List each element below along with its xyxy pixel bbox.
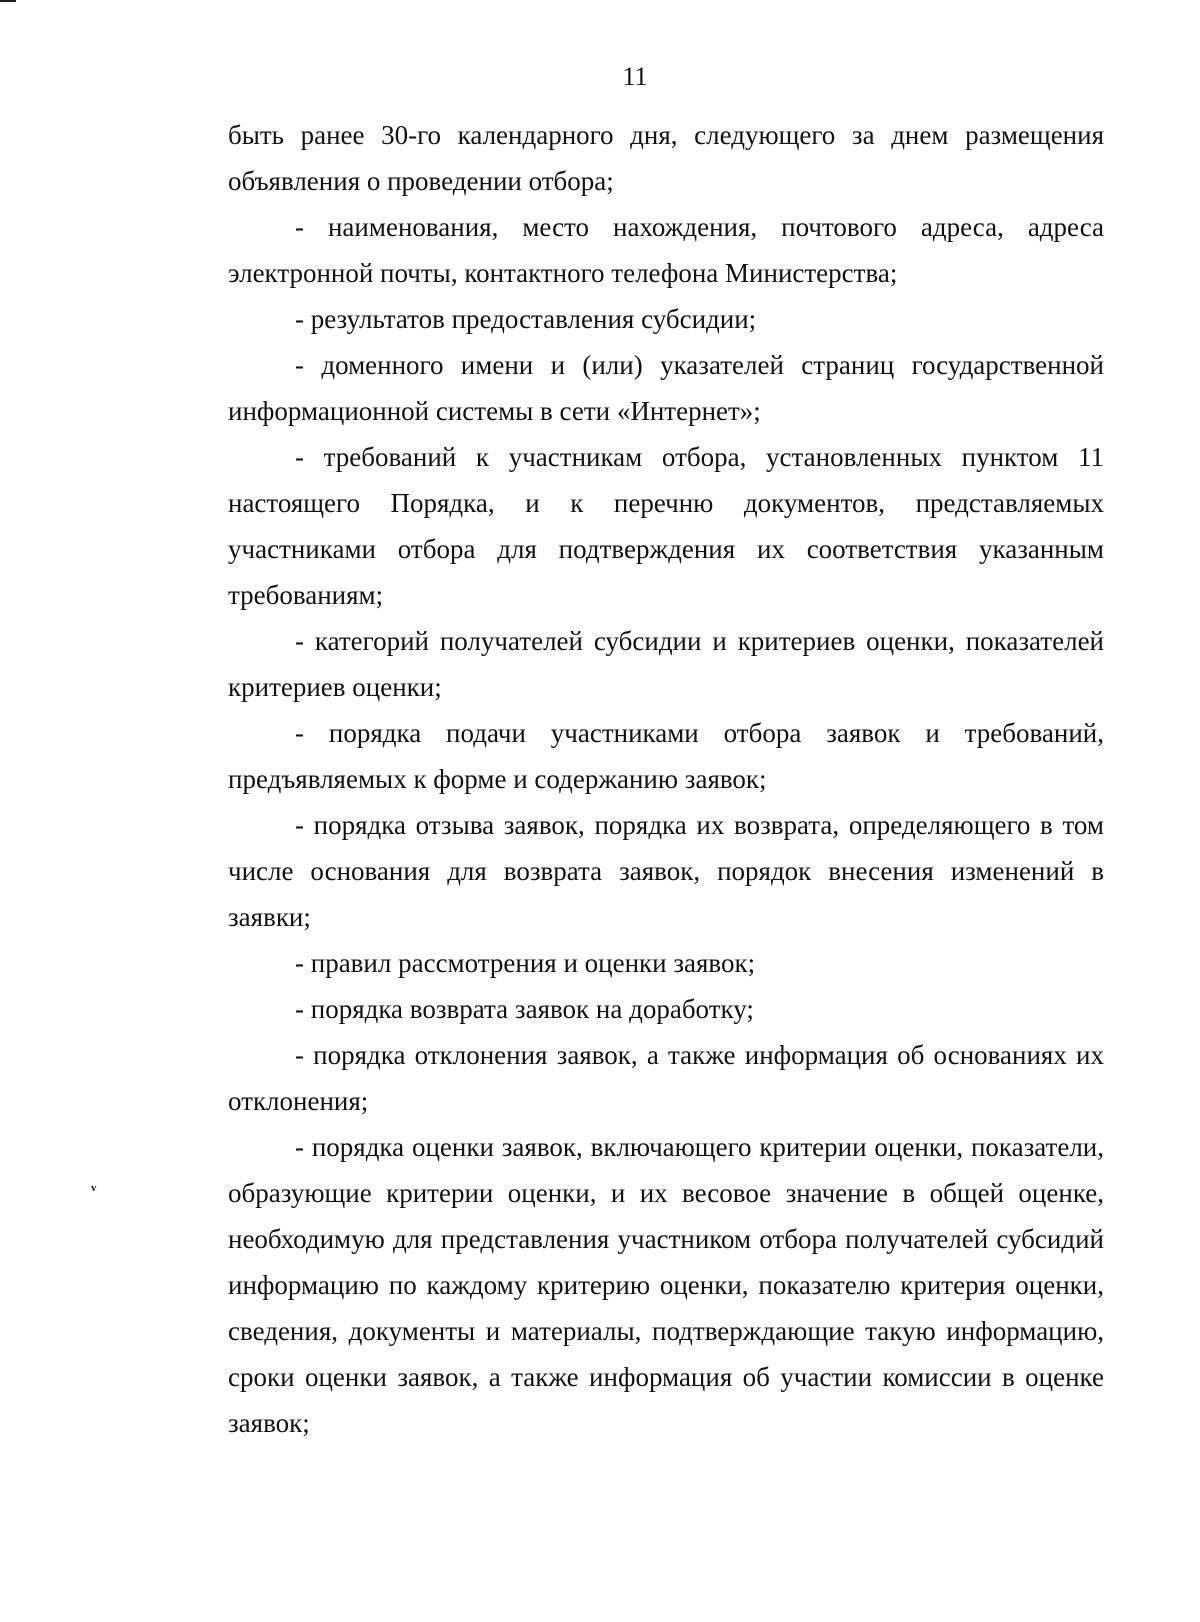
list-item: - порядка возврата заявок на доработку; [295, 994, 754, 1024]
list-item: - правил рассмотрения и оценки заявок; [295, 948, 756, 978]
list-item: - порядка оценки заявок, включающего критерии оценки, показатели, образующие критерии оценки, и их весовое значение в общей оценке, необходимую для представления участником отбора получателей субсидий информацию по каждому критерию оценки, показателю критерия оценки, сведения, документы и материалы, подтверждающие такую информацию, сроки оценки заявок, а также информация об участии комиссии в оценке заявок; [228, 1132, 1104, 1438]
page-number: 11 [622, 62, 648, 91]
list-item: - порядка отклонения заявок, а также информация об основаниях их отклонения; [228, 1040, 1104, 1116]
scan-edge-mark [0, 0, 16, 2]
margin-mark: ᵛ [91, 1180, 97, 1200]
list-item: - порядка подачи участниками отбора заявок и требований, предъявляемых к форме и содержанию заявок; [228, 718, 1104, 794]
list-item: - доменного имени и (или) указателей страниц государственной информационной системы в сети «Интернет»; [228, 350, 1104, 426]
list-item: - требований к участникам отбора, установленных пунктом 11 настоящего Порядка, и к перечню документов, представляемых участниками отбора для подтверждения их соответствия указанным требованиям; [228, 442, 1104, 610]
list-item: - категорий получателей субсидии и критериев оценки, показателей критериев оценки; [228, 626, 1104, 702]
list-item: - порядка отзыва заявок, порядка их возврата, определяющего в том числе основания для возврата заявок, порядок внесения изменений в заявки; [228, 810, 1104, 932]
list-item: - наименования, место нахождения, почтового адреса, адреса электронной почты, контактного телефона Министерства; [228, 212, 1104, 288]
paragraph-continuation: быть ранее 30-го календарного дня, следующего за днем размещения объявления о проведении отбора; [228, 120, 1104, 196]
document-body [228, 112, 1104, 1446]
list-item: - результатов предоставления субсидии; [295, 304, 757, 334]
